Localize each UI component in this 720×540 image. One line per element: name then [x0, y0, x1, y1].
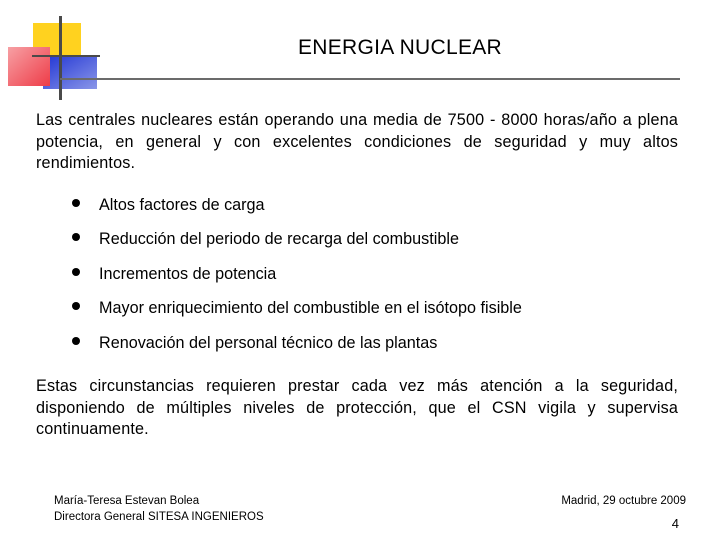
footer-date: Madrid, 29 octubre 2009 [561, 495, 686, 507]
author-role: Directora General SITESA INGENIEROS [54, 511, 264, 523]
footer-author-block [54, 493, 264, 525]
intro-paragraph: Las centrales nucleares están operando una media de 7500 - 8000 horas/año a plena potencia, en general y con excelentes condiciones de seguridad y muy altos rendimientos. [36, 111, 678, 172]
conclusion-paragraph: Estas circunstancias requieren prestar cada vez más atención a la seguridad, disponiendo de múltiples niveles de protección, que el CSN vigila y supervisa continuamente. [36, 377, 678, 438]
bullet-dot-icon [72, 233, 80, 241]
bullet-text: Mayor enriquecimiento del combustible en el isótopo fisible [99, 299, 522, 318]
bullet-text: Renovación del personal técnico de las plantas [99, 333, 438, 352]
title-underline [60, 78, 680, 80]
bullet-text: Reducción del periodo de recarga del combustible [99, 230, 459, 249]
bullet-dot-icon [72, 199, 80, 207]
decorative-squares-logo [0, 0, 100, 100]
bullet-dot-icon [72, 302, 80, 310]
slide-title: ENERGIA NUCLEAR [297, 36, 503, 59]
author-name: María-Teresa Estevan Bolea [54, 495, 200, 507]
bullet-dot-icon [72, 337, 80, 345]
bullet-dot-icon [72, 268, 80, 276]
page-number: 4 [671, 516, 679, 531]
bullet-text: Altos factores de carga [99, 196, 265, 214]
bullet-text: Incrementos de potencia [99, 264, 277, 283]
